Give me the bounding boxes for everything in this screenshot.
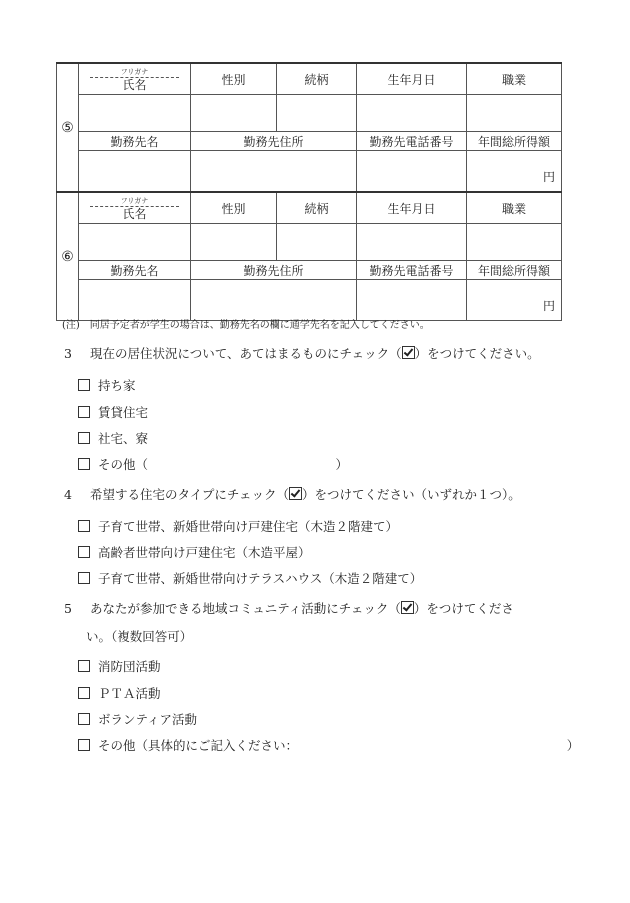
checkbox-option[interactable] — [78, 710, 197, 728]
gender-header: 性別 — [191, 192, 277, 224]
option-label: 持ち家 — [98, 378, 136, 393]
gender-field[interactable] — [191, 224, 277, 261]
question-number: 3 — [64, 346, 72, 361]
furigana-label: フリガナ — [90, 196, 179, 207]
furigana-label: フリガナ — [90, 67, 179, 78]
workplace-phone-header: 勤務先電話番号 — [357, 261, 467, 280]
option-label: ＰＴＡ活動 — [98, 686, 161, 701]
option-label: 社宅、寮 — [98, 431, 149, 446]
name-label: 氏名 — [122, 77, 147, 92]
relation-field[interactable] — [277, 95, 357, 132]
question-text-end: ）をつけてくださ — [413, 601, 514, 616]
checkbox-icon[interactable] — [78, 713, 90, 725]
occupation-field[interactable] — [467, 224, 562, 261]
annual-income-field[interactable]: 円 — [467, 151, 562, 193]
birthdate-field[interactable] — [357, 95, 467, 132]
workplace-phone-field[interactable] — [357, 280, 467, 321]
checkbox-option[interactable] — [78, 403, 148, 421]
question-number: 4 — [64, 487, 72, 502]
option-label: 賃貸住宅 — [98, 405, 149, 420]
checkbox-icon[interactable] — [78, 379, 90, 391]
birthdate-header: 生年月日 — [357, 192, 467, 224]
question-text-end: ）をつけてください。 — [414, 346, 540, 361]
workplace-name-header: 勤務先名 — [79, 132, 191, 151]
checkbox-option[interactable] — [78, 455, 348, 473]
occupation-field[interactable] — [467, 95, 562, 132]
gender-field[interactable] — [191, 95, 277, 132]
relation-field[interactable] — [277, 224, 357, 261]
name-label: 氏名 — [122, 206, 147, 221]
annual-income-header: 年間総所得額 — [467, 261, 562, 280]
birthdate-field[interactable] — [357, 224, 467, 261]
checkbox-icon[interactable] — [78, 546, 90, 558]
question-number: 5 — [64, 601, 72, 616]
option-label: ボランティア活動 — [98, 712, 198, 727]
annual-income-field[interactable]: 円 — [467, 280, 562, 321]
checkmark-icon — [401, 601, 414, 614]
name-header — [79, 192, 191, 224]
birthdate-header: 生年月日 — [357, 63, 467, 95]
workplace-name-header: 勤務先名 — [79, 261, 191, 280]
workplace-address-header: 勤務先住所 — [191, 261, 357, 280]
question-5 — [64, 597, 514, 621]
member-number-5: ⑤ — [57, 63, 79, 192]
checkbox-option[interactable] — [78, 569, 422, 587]
question-text: あなたが参加できる地域コミュニティ活動にチェック（ — [90, 601, 401, 616]
option-label: その他（具体的にご記入ください： ） — [98, 738, 580, 753]
question-text: 希望する住宅のタイプにチェック（ — [90, 487, 290, 502]
checkbox-option[interactable] — [78, 543, 311, 561]
option-label: 子育て世帯、新婚世帯向けテラスハウス（木造２階建て） — [98, 571, 423, 586]
gender-header: 性別 — [191, 63, 277, 95]
workplace-address-field[interactable] — [191, 280, 357, 321]
checkbox-icon[interactable] — [78, 660, 90, 672]
member-number-6: ⑥ — [57, 192, 79, 321]
question-text: 現在の居住状況について、あてはまるものにチェック（ — [90, 346, 402, 361]
question-3 — [64, 342, 540, 366]
workplace-name-field[interactable] — [79, 280, 191, 321]
option-label: 消防団活動 — [98, 659, 161, 674]
name-field[interactable] — [79, 224, 191, 261]
name-header — [79, 63, 191, 95]
checkbox-option[interactable] — [78, 429, 148, 447]
question-text-end: ）をつけてください（いずれか１つ）。 — [302, 487, 521, 502]
workplace-address-header: 勤務先住所 — [191, 132, 357, 151]
relation-header: 続柄 — [277, 63, 357, 95]
checkbox-icon[interactable] — [78, 687, 90, 699]
checkbox-icon[interactable] — [78, 406, 90, 418]
question-5-continued: い。（複数回答可） — [86, 629, 193, 644]
question-4 — [64, 483, 521, 507]
checkmark-icon — [289, 487, 302, 500]
option-label: その他（ ） — [98, 457, 349, 472]
checkbox-icon[interactable] — [78, 432, 90, 444]
checkbox-icon[interactable] — [78, 520, 90, 532]
workplace-phone-field[interactable] — [357, 151, 467, 193]
checkmark-icon — [402, 346, 415, 359]
annual-income-header: 年間総所得額 — [467, 132, 562, 151]
workplace-address-field[interactable] — [191, 151, 357, 193]
relation-header: 続柄 — [277, 192, 357, 224]
occupation-header: 職業 — [467, 63, 562, 95]
student-note: (注) 同居予定者が学生の場合は、勤務先名の欄に通学先名を記入してください。 — [62, 320, 430, 331]
occupation-header: 職業 — [467, 192, 562, 224]
option-label: 高齢者世帯向け戸建住宅（木造平屋） — [98, 545, 311, 560]
checkbox-option[interactable] — [78, 376, 136, 394]
household-member-table — [56, 62, 562, 321]
option-label: 子育て世帯、新婚世帯向け戸建住宅（木造２階建て） — [98, 519, 399, 534]
checkbox-icon[interactable] — [78, 572, 90, 584]
workplace-phone-header: 勤務先電話番号 — [357, 132, 467, 151]
checkbox-icon[interactable] — [78, 458, 90, 470]
checkbox-option[interactable] — [78, 684, 161, 702]
checkbox-option[interactable] — [78, 657, 161, 675]
workplace-name-field[interactable] — [79, 151, 191, 193]
name-field[interactable] — [79, 95, 191, 132]
checkbox-option[interactable] — [78, 736, 579, 754]
checkbox-icon[interactable] — [78, 739, 90, 751]
checkbox-option[interactable] — [78, 517, 398, 535]
